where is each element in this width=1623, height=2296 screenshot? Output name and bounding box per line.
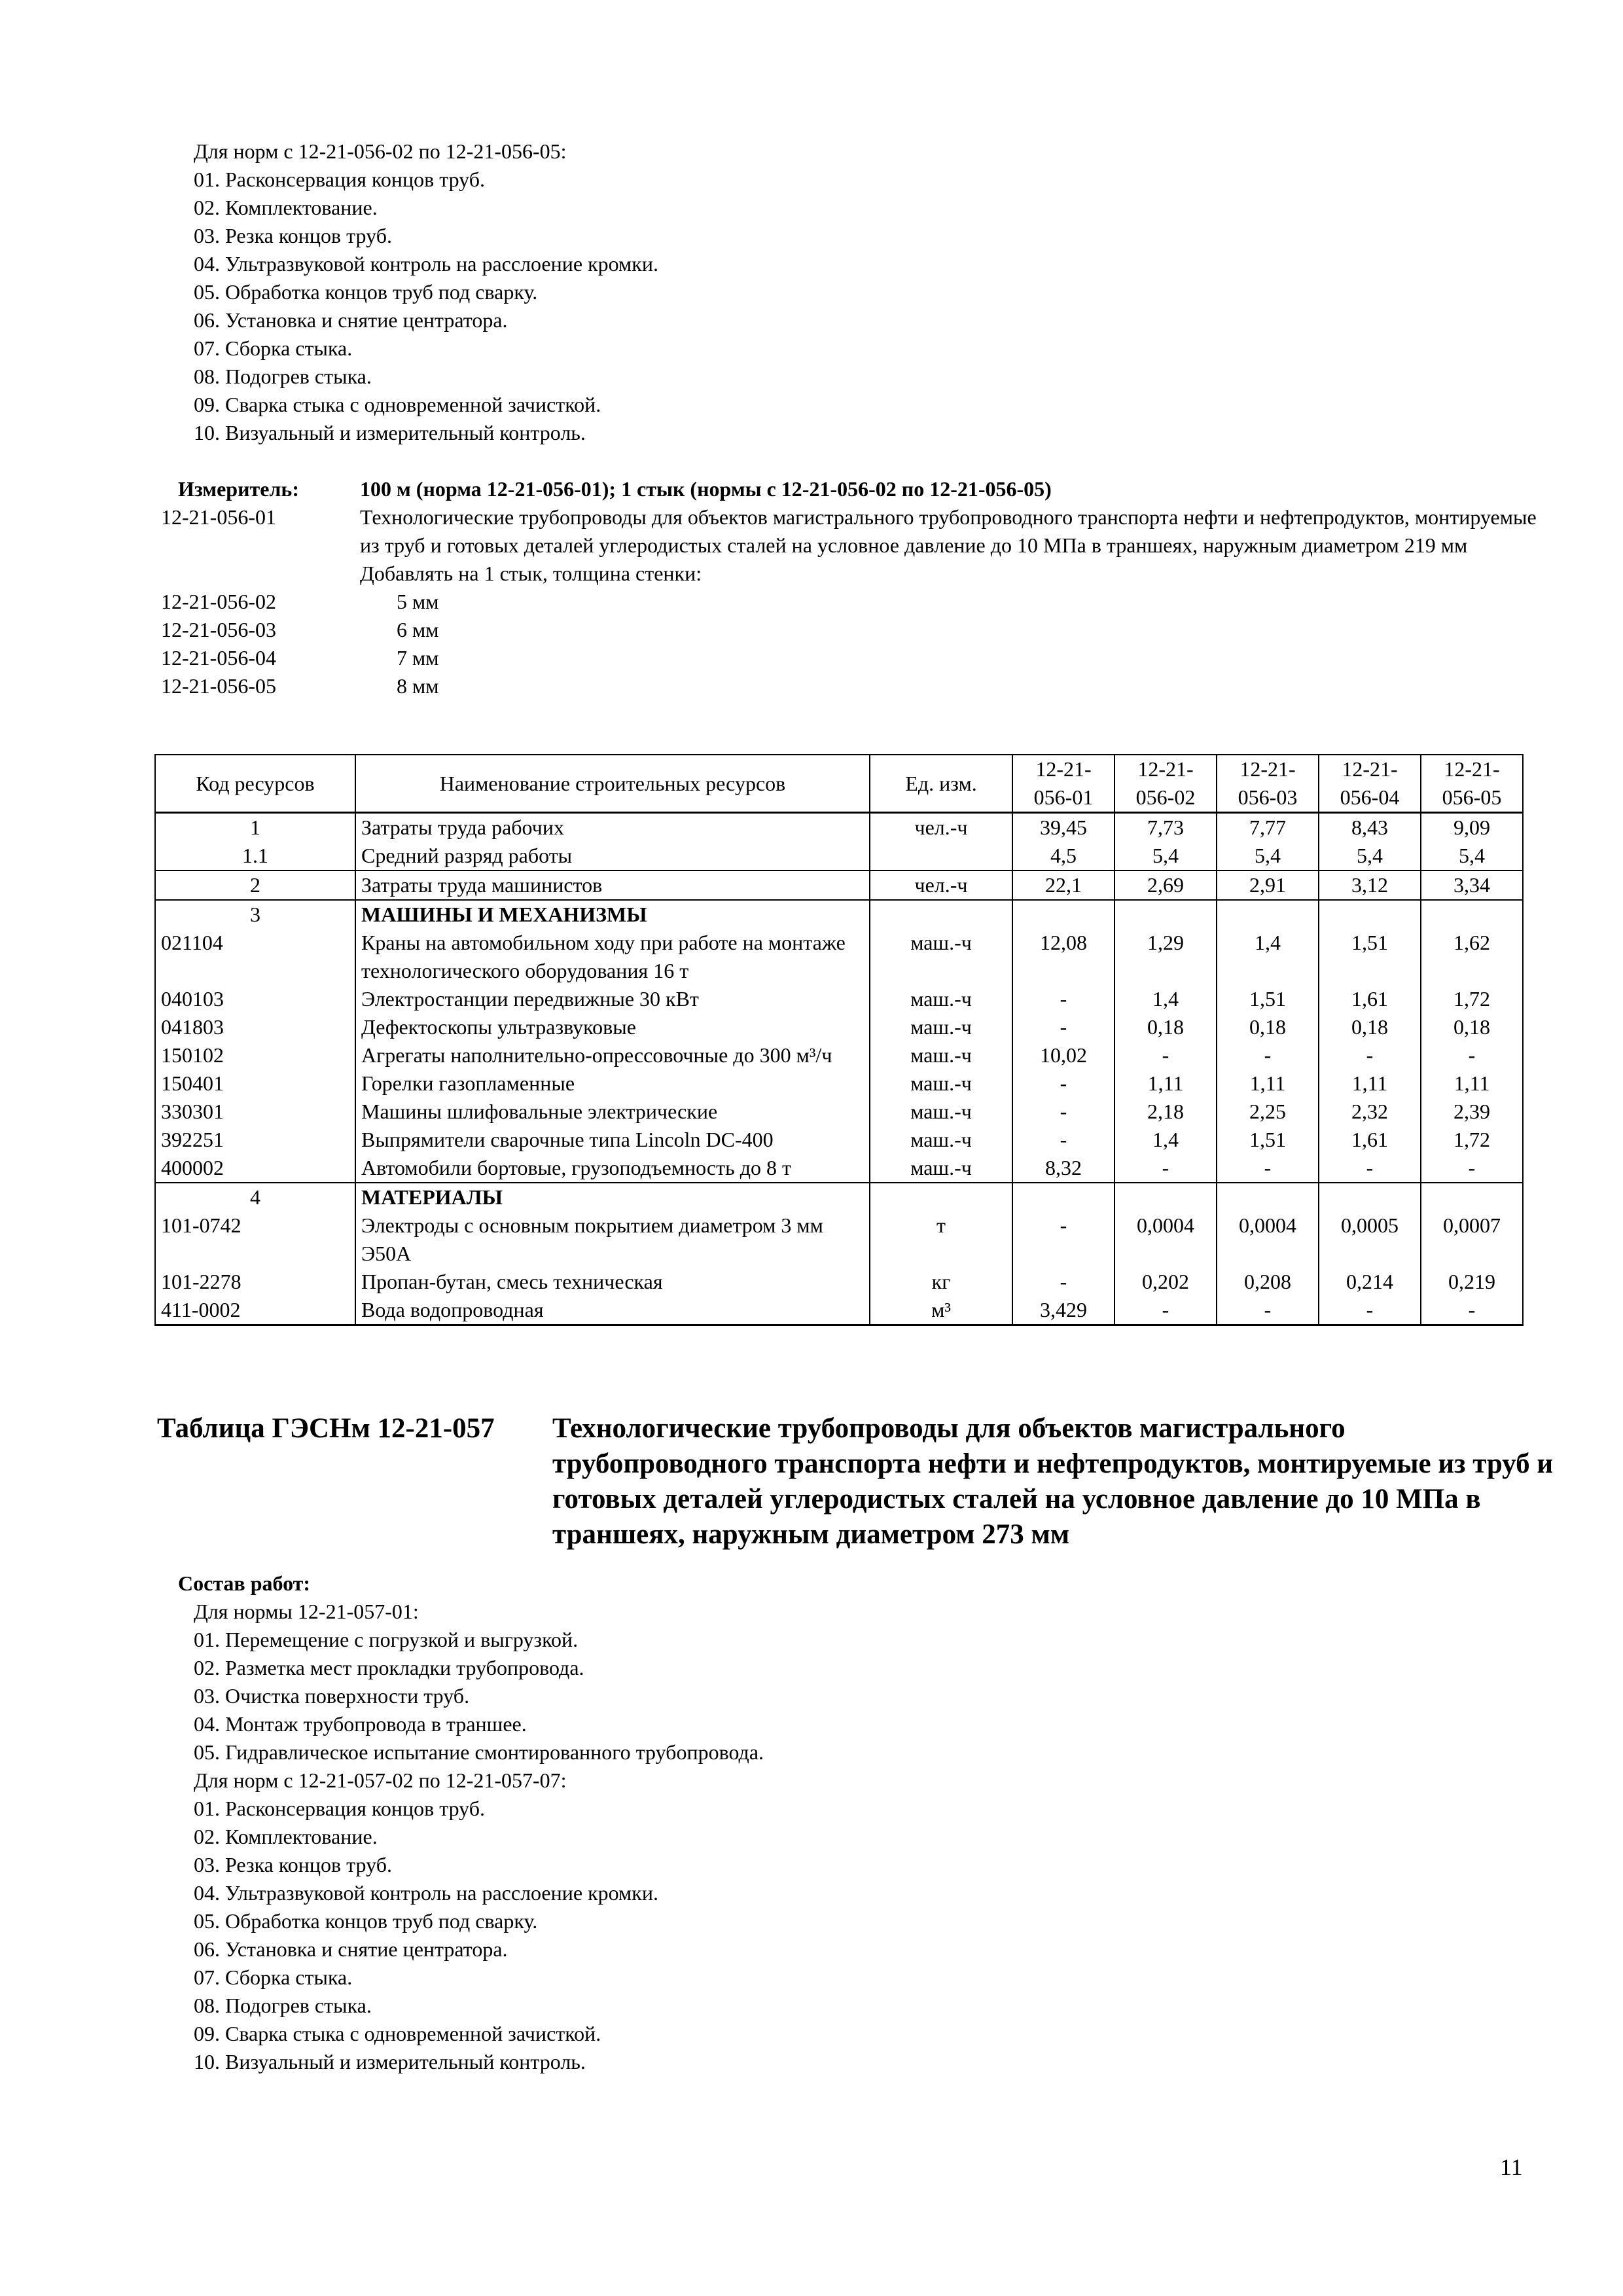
resource-unit: маш.-ч [870, 1041, 1012, 1069]
norm-add-row [161, 560, 1555, 588]
resource-unit: маш.-ч [870, 1126, 1012, 1154]
resource-unit: м³ [870, 1296, 1012, 1325]
norm-value: 0,0005 [1319, 1211, 1421, 1268]
list-item: 03. Резка концов труб. [194, 224, 392, 247]
list-item: 01. Расконсервация концов труб. [194, 168, 485, 191]
list-item: 05. Обработка концов труб под сварку. [194, 280, 538, 304]
sub-norm-row [161, 644, 1555, 672]
list-item: 10. Визуальный и измерительный контроль. [194, 421, 586, 444]
norm-value: - [1421, 1154, 1523, 1183]
resource-code: 1 [155, 813, 355, 842]
norm-value [1421, 1183, 1523, 1211]
table-number: Таблица ГЭСНм 12-21-057 [157, 1413, 495, 1444]
resource-code: 3 [155, 900, 355, 929]
list-item: Для нормы 12-21-057-01: [194, 1600, 419, 1623]
norm-value: 2,25 [1217, 1098, 1319, 1126]
norm-value [1319, 1183, 1421, 1211]
norm-value: 1,11 [1115, 1069, 1217, 1098]
resource-code: 021104 [155, 929, 355, 985]
list-item: 10. Визуальный и измерительный контроль. [194, 2050, 586, 2073]
measurer-value: 100 м (норма 12-21-056-01); 1 стык (нормы с 12-21-056-02 по 12-21-056-05) [360, 477, 1052, 501]
norm-value: 2,39 [1421, 1098, 1523, 1126]
norm-value: 3,12 [1319, 870, 1421, 900]
sub-norm-row [161, 672, 1555, 700]
sub-norm-row [161, 588, 1555, 616]
norm-value: - [1012, 1013, 1115, 1041]
table-row [155, 985, 1523, 1013]
resource-unit: маш.-ч [870, 985, 1012, 1013]
table-row [155, 870, 1523, 900]
norm-value: - [1319, 1296, 1421, 1325]
composition-list [194, 1598, 764, 2076]
list-item: 04. Ультразвуковой контроль на расслоение кромки. [194, 252, 658, 276]
table-row [155, 1069, 1523, 1098]
norm-value: 10,02 [1012, 1041, 1115, 1069]
norm-value: - [1319, 1041, 1421, 1069]
list-item: 01. Перемещение с погрузкой и выгрузкой. [194, 1628, 579, 1651]
norm-value: - [1421, 1041, 1523, 1069]
resource-name: Вода водопроводная [355, 1296, 870, 1325]
norm-value: 1,62 [1421, 929, 1523, 985]
norm-row [161, 503, 1555, 560]
resource-name: Выпрямители сварочные типа Lincoln DC-400 [355, 1126, 870, 1154]
resource-unit [870, 1183, 1012, 1211]
table-row [155, 1183, 1523, 1211]
norm-value: 0,0004 [1217, 1211, 1319, 1268]
norm-value: 5,4 [1217, 842, 1319, 870]
list-item: Для норм с 12-21-056-02 по 12-21-056-05: [194, 139, 567, 163]
list-item: 08. Подогрев стыка. [194, 365, 372, 388]
table-row [155, 813, 1523, 842]
resource-code: 101-2278 [155, 1268, 355, 1296]
list-item: 08. Подогрев стыка. [194, 1994, 372, 2017]
table-row [155, 1268, 1523, 1296]
resource-name: Затраты труда машинистов [355, 870, 870, 900]
resource-name: Затраты труда рабочих [355, 813, 870, 842]
norm-value: 1,4 [1115, 1126, 1217, 1154]
wall-thickness: 7 мм [397, 646, 439, 670]
norm-value: - [1012, 985, 1115, 1013]
norm-value: - [1421, 1296, 1523, 1325]
resource-code: 4 [155, 1183, 355, 1211]
norm-value: 2,69 [1115, 870, 1217, 900]
norm-value: - [1217, 1041, 1319, 1069]
table-row [155, 1013, 1523, 1041]
norm-value: 1,61 [1319, 985, 1421, 1013]
norm-value: 0,219 [1421, 1268, 1523, 1296]
list-item: 02. Разметка мест прокладки трубопровода. [194, 1656, 584, 1679]
norm-value: 5,4 [1319, 842, 1421, 870]
norm-code: 12-21-056-01 [161, 505, 276, 529]
norm-value: 3,34 [1421, 870, 1523, 900]
resource-unit [870, 842, 1012, 870]
resource-unit: т [870, 1211, 1012, 1268]
norm-value: 1,4 [1115, 985, 1217, 1013]
measurer-label: Измеритель: [178, 477, 299, 501]
norm-value: - [1217, 1296, 1319, 1325]
list-item: 03. Резка концов труб. [194, 1853, 392, 1876]
list-item: 04. Ультразвуковой контроль на расслоение кромки. [194, 1881, 658, 1905]
norm-value: 1,51 [1217, 1126, 1319, 1154]
norm-value: - [1115, 1296, 1217, 1325]
list-item: Для норм с 12-21-057-02 по 12-21-057-07: [194, 1768, 567, 1792]
list-item: 03. Очистка поверхности труб. [194, 1684, 470, 1708]
norm-value [1115, 900, 1217, 929]
norm-value: 0,18 [1217, 1013, 1319, 1041]
list-item: 02. Комплектование. [194, 1825, 378, 1848]
resource-code: 392251 [155, 1126, 355, 1154]
norm-add-text: Добавлять на 1 стык, толщина стенки: [360, 562, 702, 585]
norm-value [1421, 900, 1523, 929]
list-item: 02. Комплектование. [194, 196, 378, 219]
resource-code: 040103 [155, 985, 355, 1013]
resource-code: 041803 [155, 1013, 355, 1041]
norm-value: 1,11 [1217, 1069, 1319, 1098]
col-header-norm: 12-21- 056-05 [1421, 755, 1523, 813]
norm-description: Технологические трубопроводы для объектов магистрального трубопроводного транспорта нефти и нефтепродуктов, монтируемые из труб и готовых деталей углеродистых сталей на условное давление до 10 МПа в траншеях, наружным диаметром 219 мм [360, 505, 1537, 557]
resource-unit: маш.-ч [870, 1154, 1012, 1183]
norm-value: 5,4 [1421, 842, 1523, 870]
norm-value: - [1012, 1211, 1115, 1268]
sub-norm-row [161, 616, 1555, 644]
resource-name: Пропан-бутан, смесь техническая [355, 1268, 870, 1296]
page-number: 11 [1500, 2154, 1523, 2180]
list-item: 06. Установка и снятие центратора. [194, 1937, 508, 1961]
table-title: Технологические трубопроводы для объектов магистрального трубопроводного транспорта нефти и нефтепродуктов, монтируемые из труб и готовых деталей углеродистых сталей на условное давление до 10 МПа в траншеях, наружным диаметром 273 мм [552, 1413, 1554, 1550]
composition-heading: Состав работ: [178, 1571, 311, 1595]
resource-name: Электроды с основным покрытием диаметром 3 мм Э50А [355, 1211, 870, 1268]
norm-value: - [1012, 1098, 1115, 1126]
norm-value [1012, 1183, 1115, 1211]
table-row [155, 842, 1523, 870]
resource-code: 1.1 [155, 842, 355, 870]
norm-value: 7,73 [1115, 813, 1217, 842]
wall-thickness: 6 мм [397, 618, 439, 641]
list-item: 05. Обработка концов труб под сварку. [194, 1909, 538, 1933]
col-header-unit: Ед. изм. [870, 755, 1012, 813]
resource-unit: маш.-ч [870, 1098, 1012, 1126]
resource-unit: чел.-ч [870, 870, 1012, 900]
resource-code: 330301 [155, 1098, 355, 1126]
list-item: 06. Установка и снятие центратора. [194, 308, 508, 332]
norm-code: 12-21-056-02 [161, 590, 276, 613]
list-item: 04. Монтаж трубопровода в траншее. [194, 1712, 527, 1736]
norm-value: - [1012, 1069, 1115, 1098]
norm-value: 2,91 [1217, 870, 1319, 900]
norm-value: 8,43 [1319, 813, 1421, 842]
resource-code: 150102 [155, 1041, 355, 1069]
resource-unit: маш.-ч [870, 1013, 1012, 1041]
norm-code: 12-21-056-04 [161, 646, 276, 670]
norm-value: 0,18 [1115, 1013, 1217, 1041]
norm-value: 12,08 [1012, 929, 1115, 985]
norm-code: 12-21-056-03 [161, 618, 276, 641]
norm-value: 4,5 [1012, 842, 1115, 870]
composition-of-works [178, 1570, 764, 2076]
norm-value: 9,09 [1421, 813, 1523, 842]
resource-code: 400002 [155, 1154, 355, 1183]
norm-value: 1,72 [1421, 1126, 1523, 1154]
norm-value: 0,18 [1319, 1013, 1421, 1041]
resource-code: 411-0002 [155, 1296, 355, 1325]
table-row [155, 1126, 1523, 1154]
table-row [155, 1296, 1523, 1325]
col-header-norm: 12-21- 056-02 [1115, 755, 1217, 813]
table-row [155, 1098, 1523, 1126]
resource-name: Краны на автомобильном ходу при работе на монтаже технологического оборудования 16 т [355, 929, 870, 985]
norm-value: 8,32 [1012, 1154, 1115, 1183]
resource-name: Дефектоскопы ультразвуковые [355, 1013, 870, 1041]
norm-value: 1,29 [1115, 929, 1217, 985]
resource-name: Агрегаты наполнительно-опрессовочные до 300 м³/ч [355, 1041, 870, 1069]
table-row [155, 1211, 1523, 1268]
norm-value: 22,1 [1012, 870, 1115, 900]
norm-value: 1,61 [1319, 1126, 1421, 1154]
list-item: 07. Сборка стыка. [194, 1965, 353, 1989]
resource-name: Горелки газопламенные [355, 1069, 870, 1098]
norm-value: 1,11 [1319, 1069, 1421, 1098]
norm-value: 0,0007 [1421, 1211, 1523, 1268]
measurer-row [161, 475, 1555, 503]
norm-value: - [1217, 1154, 1319, 1183]
wall-thickness: 8 мм [397, 674, 439, 698]
work-list-056 [194, 137, 658, 447]
resource-code: 2 [155, 870, 355, 900]
norm-value: 0,202 [1115, 1268, 1217, 1296]
norm-value: 0,208 [1217, 1268, 1319, 1296]
measurer-block [161, 475, 1555, 700]
norm-value: - [1012, 1268, 1115, 1296]
norm-value [1217, 1183, 1319, 1211]
resource-unit: маш.-ч [870, 1069, 1012, 1098]
col-header-norm: 12-21- 056-03 [1217, 755, 1319, 813]
list-item: 07. Сборка стыка. [194, 336, 353, 360]
table-row [155, 900, 1523, 929]
norm-value: 5,4 [1115, 842, 1217, 870]
resource-name: Средний разряд работы [355, 842, 870, 870]
col-header-code: Код ресурсов [155, 755, 355, 813]
table-row [155, 929, 1523, 985]
norm-value: 7,77 [1217, 813, 1319, 842]
list-item: 09. Сварка стыка с одновременной зачисткой. [194, 2022, 601, 2045]
resource-unit: чел.-ч [870, 813, 1012, 842]
resource-unit [870, 900, 1012, 929]
resource-name: Машины шлифовальные электрические [355, 1098, 870, 1126]
norm-value: 0,0004 [1115, 1211, 1217, 1268]
resource-code: 101-0742 [155, 1211, 355, 1268]
col-header-name: Наименование строительных ресурсов [355, 755, 870, 813]
norm-value [1012, 900, 1115, 929]
norm-value: - [1115, 1154, 1217, 1183]
col-header-norm: 12-21- 056-04 [1319, 755, 1421, 813]
list-item: 09. Сварка стыка с одновременной зачисткой. [194, 393, 601, 416]
norm-value: 1,11 [1421, 1069, 1523, 1098]
norm-value: 39,45 [1012, 813, 1115, 842]
table-row [155, 1041, 1523, 1069]
table-header-row [155, 755, 1523, 813]
norm-value [1217, 900, 1319, 929]
norm-value: 3,429 [1012, 1296, 1115, 1325]
norm-value [1115, 1183, 1217, 1211]
norm-value: 2,32 [1319, 1098, 1421, 1126]
norm-value: 1,51 [1319, 929, 1421, 985]
norm-value: 1,51 [1217, 985, 1319, 1013]
list-item: 05. Гидравлическое испытание смонтированного трубопровода. [194, 1740, 764, 1764]
norm-value: - [1012, 1126, 1115, 1154]
list-item: 01. Расконсервация концов труб. [194, 1797, 485, 1820]
norm-value [1319, 900, 1421, 929]
norm-value: 0,18 [1421, 1013, 1523, 1041]
norm-value: - [1319, 1154, 1421, 1183]
norm-value: - [1115, 1041, 1217, 1069]
resource-name: Автомобили бортовые, грузоподъемность до 8 т [355, 1154, 870, 1183]
norm-code: 12-21-056-05 [161, 674, 276, 698]
resources-table [154, 754, 1524, 1326]
resource-name: МАШИНЫ И МЕХАНИЗМЫ [355, 900, 870, 929]
norm-value: 1,4 [1217, 929, 1319, 985]
norm-value: 1,72 [1421, 985, 1523, 1013]
resource-unit: кг [870, 1268, 1012, 1296]
col-header-norm: 12-21- 056-01 [1012, 755, 1115, 813]
norm-value: 0,214 [1319, 1268, 1421, 1296]
resource-code: 150401 [155, 1069, 355, 1098]
resource-name: Электростанции передвижные 30 кВт [355, 985, 870, 1013]
wall-thickness: 5 мм [397, 590, 439, 613]
resource-name: МАТЕРИАЛЫ [355, 1183, 870, 1211]
norm-value: 2,18 [1115, 1098, 1217, 1126]
table-row [155, 1154, 1523, 1183]
resource-unit: маш.-ч [870, 929, 1012, 985]
